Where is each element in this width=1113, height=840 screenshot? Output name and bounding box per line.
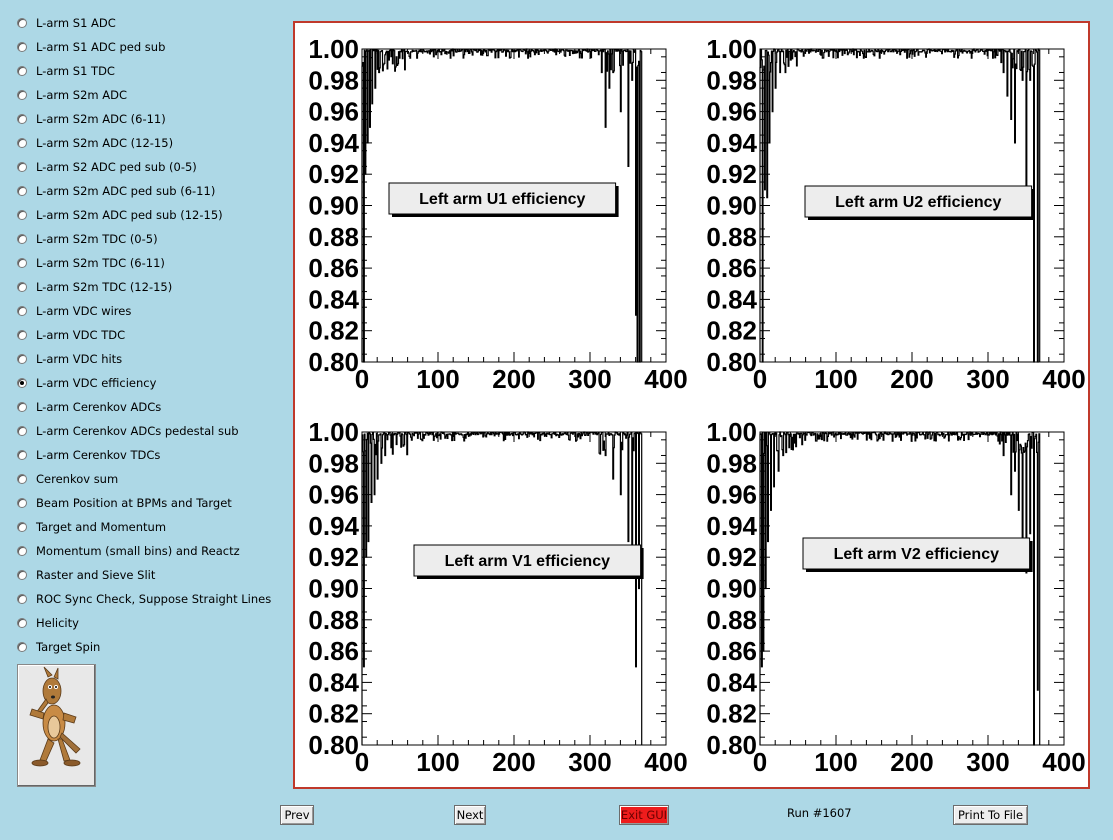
radio-label: L-arm S2m ADC (12-15) [36,136,174,150]
radio-item[interactable] [17,373,156,393]
radio-button[interactable] [17,522,27,532]
efficiency-chart-3 [308,417,687,777]
radio-button[interactable] [17,618,27,628]
radio-button[interactable] [17,402,27,412]
x-tick-label: 100 [416,364,460,394]
y-tick-label: 0.96 [706,96,757,127]
radio-item[interactable] [17,421,239,441]
chart-title-box [389,183,619,217]
radio-label: L-arm VDC hits [36,352,123,366]
y-tick-label: 1.00 [706,34,757,64]
x-tick-label: 0 [752,747,768,777]
y-tick-label: 0.84 [706,667,757,698]
y-tick-label: 0.86 [308,253,359,284]
x-tick-label: 400 [1042,747,1086,777]
radio-label: L-arm S2m ADC (6-11) [36,112,166,126]
radio-button[interactable] [17,66,27,76]
radio-label: L-arm VDC wires [36,304,132,318]
efficiency-chart-1 [308,34,687,394]
radio-button[interactable] [17,114,27,124]
radio-label: Beam Position at BPMs and Target [36,496,232,510]
radio-label: Raster and Sieve Slit [36,568,156,582]
y-tick-label: 0.96 [308,479,359,510]
x-tick-label: 300 [966,747,1010,777]
radio-button[interactable] [17,498,27,508]
efficiency-plots [295,23,1088,787]
y-tick-label: 0.80 [706,347,757,377]
x-tick-label: 0 [752,364,768,394]
y-tick-label: 0.90 [308,573,359,604]
y-tick-label: 0.92 [308,159,359,190]
radio-label: Target and Momentum [36,520,167,534]
y-tick-label: 0.90 [706,573,757,604]
radio-label: L-arm S1 ADC [36,16,116,30]
radio-item[interactable] [17,205,223,225]
y-tick-label: 0.98 [308,65,359,96]
radio-button[interactable] [17,138,27,148]
radio-item[interactable] [17,469,118,489]
radio-button[interactable] [17,258,27,268]
radio-item[interactable] [17,493,232,513]
y-tick-label: 0.88 [706,221,757,252]
radio-label: L-arm S2m TDC (12-15) [36,280,173,294]
radio-button[interactable] [17,594,27,604]
radio-label: L-arm S2m ADC ped sub (12-15) [36,208,223,222]
radio-label: L-arm Cerenkov ADCs pedestal sub [36,424,239,438]
x-tick-label: 100 [814,747,858,777]
coyote-logo-icon [17,664,96,787]
y-tick-label: 0.82 [706,698,757,729]
x-tick-label: 300 [966,364,1010,394]
radio-button-selected[interactable] [17,378,27,388]
radio-item[interactable] [17,109,166,129]
y-tick-label: 0.84 [308,667,359,698]
efficiency-chart-2 [706,34,1085,394]
radio-item[interactable] [17,517,166,537]
radio-item[interactable] [17,253,165,273]
y-tick-label: 0.80 [308,347,359,377]
radio-button[interactable] [17,474,27,484]
exit-gui-button[interactable]: Exit GUI [619,805,669,825]
x-tick-label: 100 [814,364,858,394]
radio-label: Momentum (small bins) and Reactz [36,544,240,558]
y-tick-label: 0.90 [308,190,359,221]
chart-title: Left arm V2 efficiency [833,546,1000,563]
radio-label: Cerenkov sum [36,472,119,486]
radio-label: L-arm S2m ADC [36,88,128,102]
x-tick-label: 400 [644,364,688,394]
y-tick-label: 0.88 [308,221,359,252]
y-tick-label: 0.98 [706,65,757,96]
radio-item[interactable] [17,397,161,417]
radio-label: L-arm S2m TDC (0-5) [36,232,158,246]
y-tick-label: 0.86 [706,636,757,667]
y-tick-label: 0.94 [706,127,757,158]
radio-item[interactable] [17,637,100,657]
radio-label: L-arm Cerenkov ADCs [36,400,162,414]
y-tick-label: 0.84 [308,284,359,315]
radio-label: L-arm VDC efficiency [36,376,157,390]
radio-button[interactable] [17,186,27,196]
x-tick-label: 0 [354,747,370,777]
x-tick-label: 0 [354,364,370,394]
y-tick-label: 1.00 [308,34,359,64]
radio-label: L-arm S1 TDC [36,64,115,78]
radio-item[interactable] [17,229,158,249]
radio-label: L-arm S2m ADC ped sub (6-11) [36,184,216,198]
y-tick-label: 0.82 [308,698,359,729]
radio-label: L-arm S2 ADC ped sub (0-5) [36,160,197,174]
chart-title-box [803,538,1033,572]
x-tick-label: 400 [1042,364,1086,394]
y-tick-label: 1.00 [308,417,359,447]
radio-button[interactable] [17,162,27,172]
y-tick-label: 0.96 [706,479,757,510]
y-tick-label: 0.92 [706,542,757,573]
radio-item[interactable] [17,277,172,297]
radio-item[interactable] [17,349,122,369]
radio-label: L-arm VDC TDC [36,328,126,342]
next-button[interactable]: Next [454,805,486,825]
y-tick-label: 0.80 [308,730,359,760]
radio-button[interactable] [17,42,27,52]
radio-button[interactable] [17,18,27,28]
y-tick-label: 1.00 [706,417,757,447]
chart-title-box [414,545,644,579]
print-to-file-button[interactable]: Print To File [953,805,1028,825]
y-tick-label: 0.98 [706,448,757,479]
y-tick-label: 0.86 [308,636,359,667]
x-tick-label: 400 [644,747,688,777]
radio-item[interactable] [17,37,165,57]
x-tick-label: 200 [492,747,536,777]
y-tick-label: 0.98 [308,448,359,479]
efficiency-chart-4 [706,417,1085,777]
radio-item[interactable] [17,301,131,321]
x-tick-label: 200 [492,364,536,394]
chart-title: Left arm V1 efficiency [444,553,611,570]
y-tick-label: 0.94 [308,127,359,158]
y-tick-label: 0.92 [308,542,359,573]
y-tick-label: 0.84 [706,284,757,315]
radio-item[interactable] [17,325,125,345]
radio-button[interactable] [17,90,27,100]
radio-label: L-arm S1 ADC ped sub [36,40,166,54]
radio-button[interactable] [17,426,27,436]
radio-item[interactable] [17,133,173,153]
radio-button[interactable] [17,234,27,244]
radio-button[interactable] [17,306,27,316]
run-number-label: Run #1607 [787,806,852,820]
chart-title: Left arm U1 efficiency [419,191,586,208]
radio-button[interactable] [17,450,27,460]
y-tick-label: 0.94 [308,510,359,541]
radio-button[interactable] [17,210,27,220]
radio-item[interactable] [17,589,271,609]
prev-button[interactable]: Prev [280,805,314,825]
y-tick-label: 0.96 [308,96,359,127]
radio-item[interactable] [17,565,155,585]
radio-item[interactable] [17,613,79,633]
radio-label: Helicity [36,616,79,630]
radio-item[interactable] [17,85,127,105]
radio-label: Target Spin [36,640,101,654]
radio-button[interactable] [17,642,27,652]
y-tick-label: 0.80 [706,730,757,760]
radio-item[interactable] [17,541,240,561]
radio-button[interactable] [17,282,27,292]
radio-item[interactable] [17,181,215,201]
histogram-selector [0,0,290,660]
radio-item[interactable] [17,61,115,81]
radio-label: L-arm Cerenkov TDCs [36,448,161,462]
y-tick-label: 0.94 [706,510,757,541]
radio-label: ROC Sync Check, Suppose Straight Lines [36,592,272,606]
radio-label: L-arm S2m TDC (6-11) [36,256,165,270]
y-tick-label: 0.88 [308,604,359,635]
x-tick-label: 100 [416,747,460,777]
radio-item[interactable] [17,445,160,465]
chart-title-box [805,186,1035,220]
y-tick-label: 0.92 [706,159,757,190]
y-tick-label: 0.88 [706,604,757,635]
chart-title: Left arm U2 efficiency [835,194,1002,211]
radio-button[interactable] [17,546,27,556]
x-tick-label: 300 [568,364,612,394]
x-tick-label: 200 [890,364,934,394]
plot-canvas [293,21,1090,789]
y-tick-label: 0.90 [706,190,757,221]
radio-button[interactable] [17,330,27,340]
x-tick-label: 300 [568,747,612,777]
y-tick-label: 0.82 [308,315,359,346]
x-tick-label: 200 [890,747,934,777]
radio-button[interactable] [17,354,27,364]
radio-item[interactable] [17,157,197,177]
y-tick-label: 0.86 [706,253,757,284]
radio-button[interactable] [17,570,27,580]
radio-item[interactable] [17,13,116,33]
y-tick-label: 0.82 [706,315,757,346]
